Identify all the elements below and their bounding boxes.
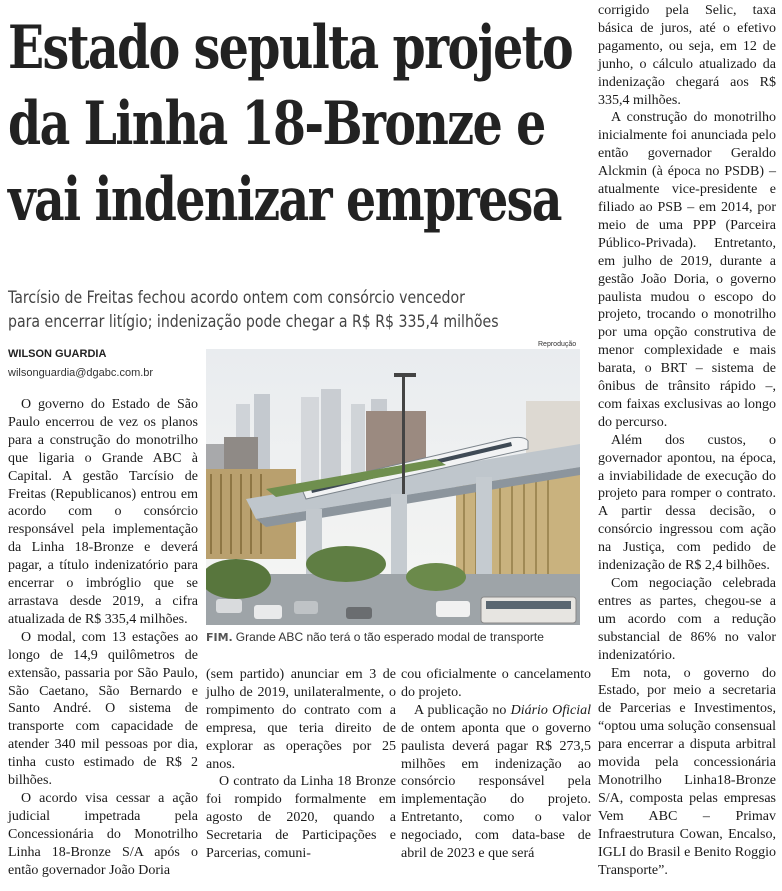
subtitle xyxy=(8,286,539,334)
paragraph: O governo do Estado de São Paulo encerrou de vez os planos para a construção do monotrilho que ligaria o Grande ABC à Capital. A gestão Tarcísio de Freitas (Republicanos) entrou em acordo com o consórcio responsável pela implementação da Linha 18-Bronze e deverá pagar, a título indenizatório para encerrar o imbróglio que se arrastava desde 2019, a cifra atualizada de R$ 335,4 milhões. xyxy=(8,397,198,627)
paragraph: O contrato da Linha 18 Bronze foi rompido formalmente em agosto de 2020, quando a Secretaria de Participações e Parcerias, comuni- xyxy=(206,774,396,862)
photo-credit: Reprodução xyxy=(538,341,577,348)
headline-line: da Linha 18-Bronze e xyxy=(8,89,545,159)
monorail-illustration xyxy=(206,349,580,625)
article-photo xyxy=(206,349,580,625)
newspaper-name: Diário Oficial xyxy=(510,702,591,718)
paragraph xyxy=(401,702,591,863)
paragraph: O modal, com 13 estações ao longo de 14,9 quilômetros de extensão, passaria por São Paulo, São Caetano, São Bernardo e Santo André. O sistema de transporte com capacidade de atender 340 mil pessoas por dia, tinha custo estimado de R$ 2 bilhões. xyxy=(8,629,198,789)
caption-tag: FIM. xyxy=(206,631,233,644)
paragraph: O acordo visa cessar a ação judicial impetrada pela Concessionária do Monotrilho Linha 18-Bronze S/A após o então governador João Doria xyxy=(8,790,198,878)
paragraph: cou oficialmente o cancelamento do projeto. xyxy=(401,667,591,700)
paragraph: Além dos custos, o governador apontou, na época, a inviabilidade de execução do projeto para romper o contrato. A partir dessa decisão, o consórcio ingressou com ação na Justiça, com pedido de indenização de R$ 2,4 bilhões. xyxy=(598,432,776,574)
subtitle-line: para encerrar litígio; indenização pode chegar a R$ R$ 335,4 milhões xyxy=(8,312,499,332)
article-column-4 xyxy=(598,2,776,879)
photo-caption xyxy=(206,630,586,644)
paragraph: Em nota, o governo do Estado, por meio a secretaria de Parcerias e Investimentos, “optou uma solução consensual para encerrar a disputa arbitral movida pela concessionária Monotrilho Linha18-Bronze S/A, composta pelas empresas Vem ABC – Primav Infraestrutura Cowan, Encalso, IGLI do Brasil e Benito Roggio Transporte”. xyxy=(598,665,776,878)
article-column-2 xyxy=(206,666,396,863)
paragraph: corrigido pela Selic, taxa básica de juros, até o efetivo pagamento, ou seja, em 12 de junho, o cálculo atualizado da indenização chegará aos R$ 335,4 milhões. xyxy=(598,3,776,108)
paragraph: A construção do monotrilho inicialmente foi anunciada pelo então governador Geraldo Alckmin (à época no PSDB) – atualmente vice-presidente e filiado ao PSB – em 2014, por meio de uma PPP (Parceira Público-Privada). Entretanto, em julho de 2019, durante a gestão João Doria, o governo paulista mudou o escopo do projeto, trocando o monotrilho por uma opção construtiva de menor complexidade e mais barata, o BRT – sistema de ônibus de trânsito rápido –, com faixas exclusivas ao longo do percurso. xyxy=(598,110,776,430)
paragraph: Com negociação celebrada entres as partes, chegou-se a um acordo com a redução substancial de 86% no valor indenizatório. xyxy=(598,576,776,663)
article-column-1 xyxy=(8,396,198,879)
paragraph-start: A publicação no xyxy=(414,702,507,718)
headline-line: Estado sepulta projeto xyxy=(8,13,573,83)
caption-text: Grande ABC não terá o tão esperado modal de transporte xyxy=(235,630,544,644)
paragraph-rest: de ontem aponta que o governo paulista deverá pagar R$ 273,5 milhões em indenização ao consórcio responsável pela implementação do projeto. Entretanto, como o valor negociado, com data-base de abril de 2023 e que será xyxy=(401,720,591,862)
byline: WILSON GUARDIA xyxy=(8,348,107,360)
subtitle-line: Tarcísio de Freitas fechou acordo ontem com consórcio vencedor xyxy=(8,288,465,308)
author-email: wilsonguardia@dgabc.com.br xyxy=(8,367,154,379)
article-column-3 xyxy=(401,666,591,863)
paragraph: (sem partido) anunciar em 3 de julho de 2019, unilateralmente, o rompimento do contrato com a empresa, que teria direito de explorar as operações por 25 anos. xyxy=(206,667,396,772)
headline-line: vai indenizar empresa xyxy=(8,165,561,235)
headline xyxy=(8,10,573,238)
